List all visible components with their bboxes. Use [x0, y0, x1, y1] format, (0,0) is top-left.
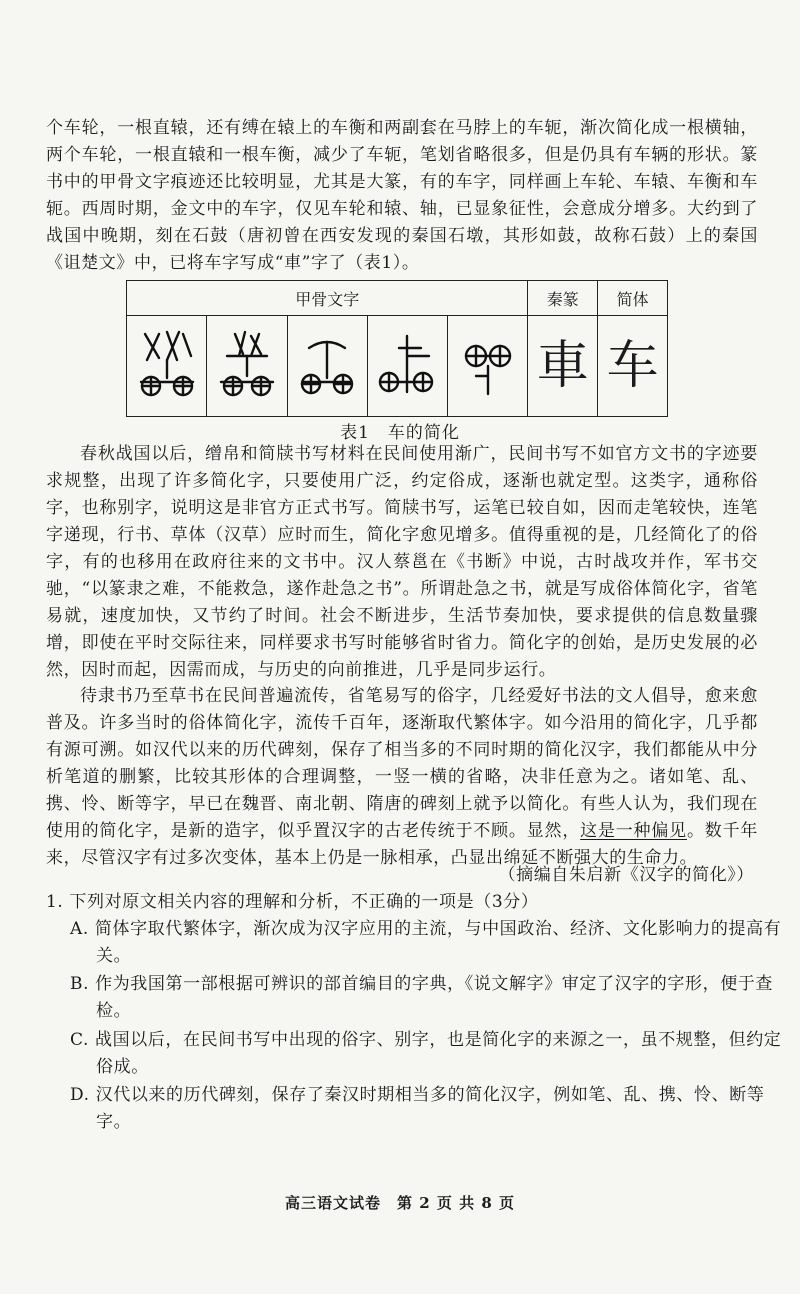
option-a: A. 简体字取代繁体字，渐次成为汉字应用的主流，与中国政治、经济、文化影响力的提高有关。: [70, 919, 782, 966]
oracle-glyph-2: [207, 316, 287, 417]
oracle-glyph-5: [448, 316, 528, 417]
simplified-glyph: 车: [598, 316, 668, 417]
question-stem: 1. 下列对原文相关内容的理解和分析，不正确的一项是（3分）: [46, 892, 539, 912]
page-footer: 高三语文试卷 第 2 页 共 8 页: [285, 1194, 515, 1212]
passage-paragraph-2: 春秋战国以后，缯帛和简牍书写材料在民间使用渐广，民间书写不如官方文书的字迹要求规整，出现了许多简化字，只要使用广泛，约定俗成，逐渐也就定型。这类字，通称俗字，也称别字，说明这是非官方正式书写。简牍书写，运笔已较自如，因而走笔较快，连笔字递现，行书、草体（汉草）应时而生，简化字愈见增多。值得重视的是，几经简化了的俗字，有的也移用在政府往来的文书中。汉人蔡邕在《书断》中说，古时战攻并作，军书交驰，“以篆隶之难，不能救急，遂作赴急之书”。所谓赴急之书，就是写成俗体简化字，省笔易就，速度加快，又节约了时间。社会不断进步，生活节奏加快，要求提供的信息数量骤增，即使在平时交际往来，同样要求书写时能够省时省力。简化字的创始，是历史发展的必然，因时而起，因需而成，与历史的向前推进，几乎是同步运行。: [46, 444, 758, 680]
seal-glyph: 車: [528, 316, 598, 417]
source-citation: （摘编自朱启新《汉字的简化》）: [498, 865, 754, 885]
passage-paragraph-1: 个车轮，一根直辕，还有缚在辕上的车衡和两副套在马脖上的车轭，渐次简化成一根横轴，两个车轮，一根直辕和一根车衡，减少了车轭，笔划省略很多，但是仍具有车辆的形状。篆书中的甲骨文字痕迹还比较明显，尤其是大篆，有的车字，同样画上车轮、车辕、车衡和车轭。西周时期，金文中的车字，仅见车轮和辕、轴，已显象征性，会意成分增多。大约到了战国中晚期，刻在石鼓（唐初曾在西安发现的秦国石墩，其形如鼓，故称石鼓）上的秦国《诅楚文》中，已将车字写成“車”字了（表1）。: [46, 118, 758, 273]
paragraph-3-text: 待隶书乃至草书在民间普遍流传，省笔易写的俗字，几经爱好书法的文人倡导，愈来愈普及。许多当时的俗体简化字，流传千百年，逐渐取代繁体字。如今沿用的简化字，几乎都有源可溯。如汉代以来的历代碑刻，保存了相当多的不同时期的简化汉字，我们都能从中分析笔道的删繁，比较其形体的合理调整，一竖一横的省略，决非任意为之。诸如笔、乱、携、怜、断等字，早已在魏晋、南北朝、隋唐的碑刻上就予以简化。有些人认为，我们现在使用的简化字，是新的造字，似乎置汉字的古老传统于不顾。显然，: [46, 686, 758, 841]
option-c: C. 战国以后，在民间书写中出现的俗字、别字，也是简化字的来源之一，虽不规整，但约定俗成。: [70, 1030, 782, 1077]
oracle-glyph-1: [127, 316, 207, 417]
table-header-oracle: 甲骨文字: [127, 281, 528, 316]
passage-paragraph-3: [46, 683, 758, 872]
table-header-simplified: 简体: [598, 281, 668, 316]
option-d: D. 汉代以来的历代碑刻，保存了秦汉时期相当多的简化汉字，例如笔、乱、携、怜、断等字。: [70, 1085, 765, 1132]
paragraph-3-tail: 。数千年来，尽管汉字有过多次变体，基本上仍是一脉相承，凸显出绵延不断强大的生命力。: [46, 821, 758, 868]
underlined-phrase: 这是一种偏见: [580, 821, 687, 841]
option-b: B. 作为我国第一部根据可辨识的部首编目的字典，《说文解字》审定了汉字的字形，便于查检。: [70, 974, 773, 1021]
char-evolution-table: [126, 280, 668, 417]
oracle-glyph-3: [287, 316, 367, 417]
table-header-seal: 秦篆: [528, 281, 598, 316]
table-caption: 表1 车的简化: [340, 423, 460, 443]
oracle-glyph-4: [367, 316, 447, 417]
